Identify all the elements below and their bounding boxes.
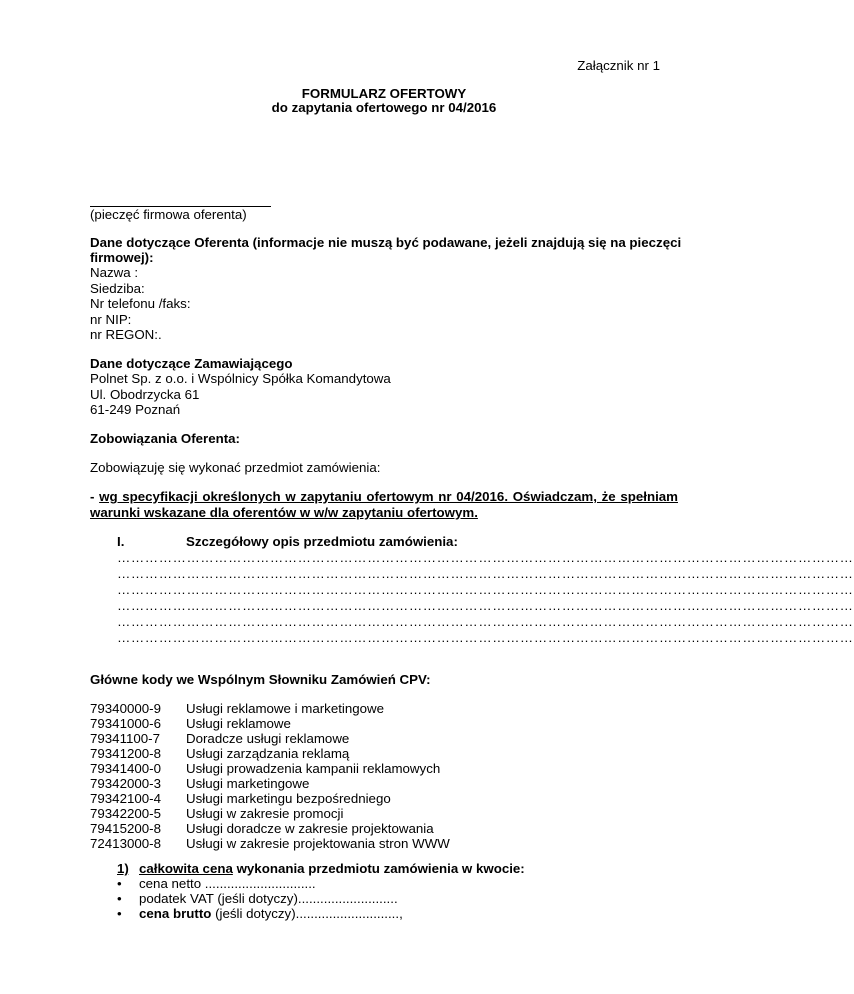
cpv-code: 79341400-0 <box>90 761 161 776</box>
bullet-icon: • <box>117 906 122 921</box>
price-heading-rest: wykonania przedmiotu zamówienia w kwocie: <box>232 861 525 876</box>
client-line: Polnet Sp. z o.o. i Wspólnicy Spółka Komandytowa <box>90 371 391 386</box>
field-name: Nazwa : <box>90 265 139 280</box>
cpv-desc: Usługi w zakresie projektowania stron WWW <box>186 836 450 851</box>
client-line: 61-249 Poznań <box>90 402 181 417</box>
cpv-desc: Usługi reklamowe i marketingowe <box>186 701 385 716</box>
price-number: 1) <box>117 861 129 876</box>
gross-label: cena brutto <box>139 906 212 921</box>
statement-text: wg specyfikacji określonych w zapytaniu ofertowym nr 04/2016. Oświadczam, że spełniam <box>99 489 678 504</box>
obligations-intro: Zobowiązuję się wykonać przedmiot zamówienia: <box>90 460 381 475</box>
obligations-statement <box>90 489 678 505</box>
cpv-code: 72413000-8 <box>90 836 161 851</box>
cpv-desc: Doradcze usługi reklamowe <box>186 731 350 746</box>
field-seat: Siedziba: <box>90 281 145 296</box>
field-nip: nr NIP: <box>90 312 132 327</box>
cpv-desc: Usługi w zakresie promocji <box>186 806 344 821</box>
cpv-heading: Główne kody we Wspólnym Słowniku Zamówień CPV: <box>90 672 431 687</box>
cpv-code: 79341100-7 <box>90 731 160 746</box>
vat: podatek VAT (jeśli dotyczy)........................... <box>139 891 398 906</box>
obligations-heading: Zobowiązania Oferenta: <box>90 431 240 446</box>
bullet-icon: • <box>117 876 122 891</box>
bullet-icon: • <box>117 891 122 906</box>
cpv-desc: Usługi zarządzania reklamą <box>186 746 350 761</box>
net-price: cena netto .............................. <box>139 876 316 891</box>
price-heading <box>139 861 525 876</box>
dotted-line: …………………………………………………………………………………………………………………………………………… <box>117 550 854 565</box>
dotted-line: …………………………………………………………………………………………………………………………………………… <box>117 566 854 581</box>
dotted-line: …………………………………………………………………………………………………………………………………………… <box>117 598 854 613</box>
cpv-desc: Usługi marketingowe <box>186 776 310 791</box>
cpv-code: 79342000-3 <box>90 776 161 791</box>
cpv-code: 79341200-8 <box>90 746 161 761</box>
cpv-desc: Usługi reklamowe <box>186 716 291 731</box>
client-line: Ul. Obodrzycka 61 <box>90 387 200 402</box>
section-number: I. <box>117 534 125 549</box>
stamp-caption: (pieczęć firmowa oferenta) <box>90 207 247 222</box>
cpv-desc: Usługi marketingu bezpośredniego <box>186 791 391 806</box>
gross-price <box>139 906 403 921</box>
cpv-desc: Usługi prowadzenia kampanii reklamowych <box>186 761 441 776</box>
dotted-line: …………………………………………………………………………………………………………………………………………… <box>117 582 854 597</box>
client-heading: Dane dotyczące Zamawiającego <box>90 356 293 371</box>
gross-rest: (jeśli dotyczy)............................, <box>211 906 403 921</box>
form-title: FORMULARZ OFERTOWY <box>301 86 467 101</box>
annex-label: Załącznik nr 1 <box>577 58 660 73</box>
cpv-desc: Usługi doradcze w zakresie projektowania <box>186 821 434 836</box>
field-regon: nr REGON:. <box>90 327 162 342</box>
offeror-heading: Dane dotyczące Oferenta (informacje nie muszą być podawane, jeżeli znajdują się na pieczęci <box>90 235 682 250</box>
field-phone: Nr telefonu /faks: <box>90 296 191 311</box>
offeror-heading-cont: firmowej): <box>90 250 154 265</box>
dotted-line: …………………………………………………………………………………………………………………………………………… <box>117 630 854 645</box>
dotted-line: …………………………………………………………………………………………………………………………………………… <box>117 614 854 629</box>
statement-dash: - <box>90 489 100 504</box>
cpv-code: 79340000-9 <box>90 701 161 716</box>
cpv-code: 79342200-5 <box>90 806 161 821</box>
obligations-statement-cont: warunki wskazane dla oferentów w w/w zapytaniu ofertowym. <box>90 505 478 520</box>
cpv-code: 79341000-6 <box>90 716 161 731</box>
cpv-code: 79342100-4 <box>90 791 161 806</box>
form-subtitle: do zapytania ofertowego nr 04/2016 <box>271 100 497 115</box>
cpv-code: 79415200-8 <box>90 821 161 836</box>
section-heading: Szczegółowy opis przedmiotu zamówienia: <box>186 534 458 549</box>
price-heading-underlined: całkowita cena <box>139 861 233 876</box>
